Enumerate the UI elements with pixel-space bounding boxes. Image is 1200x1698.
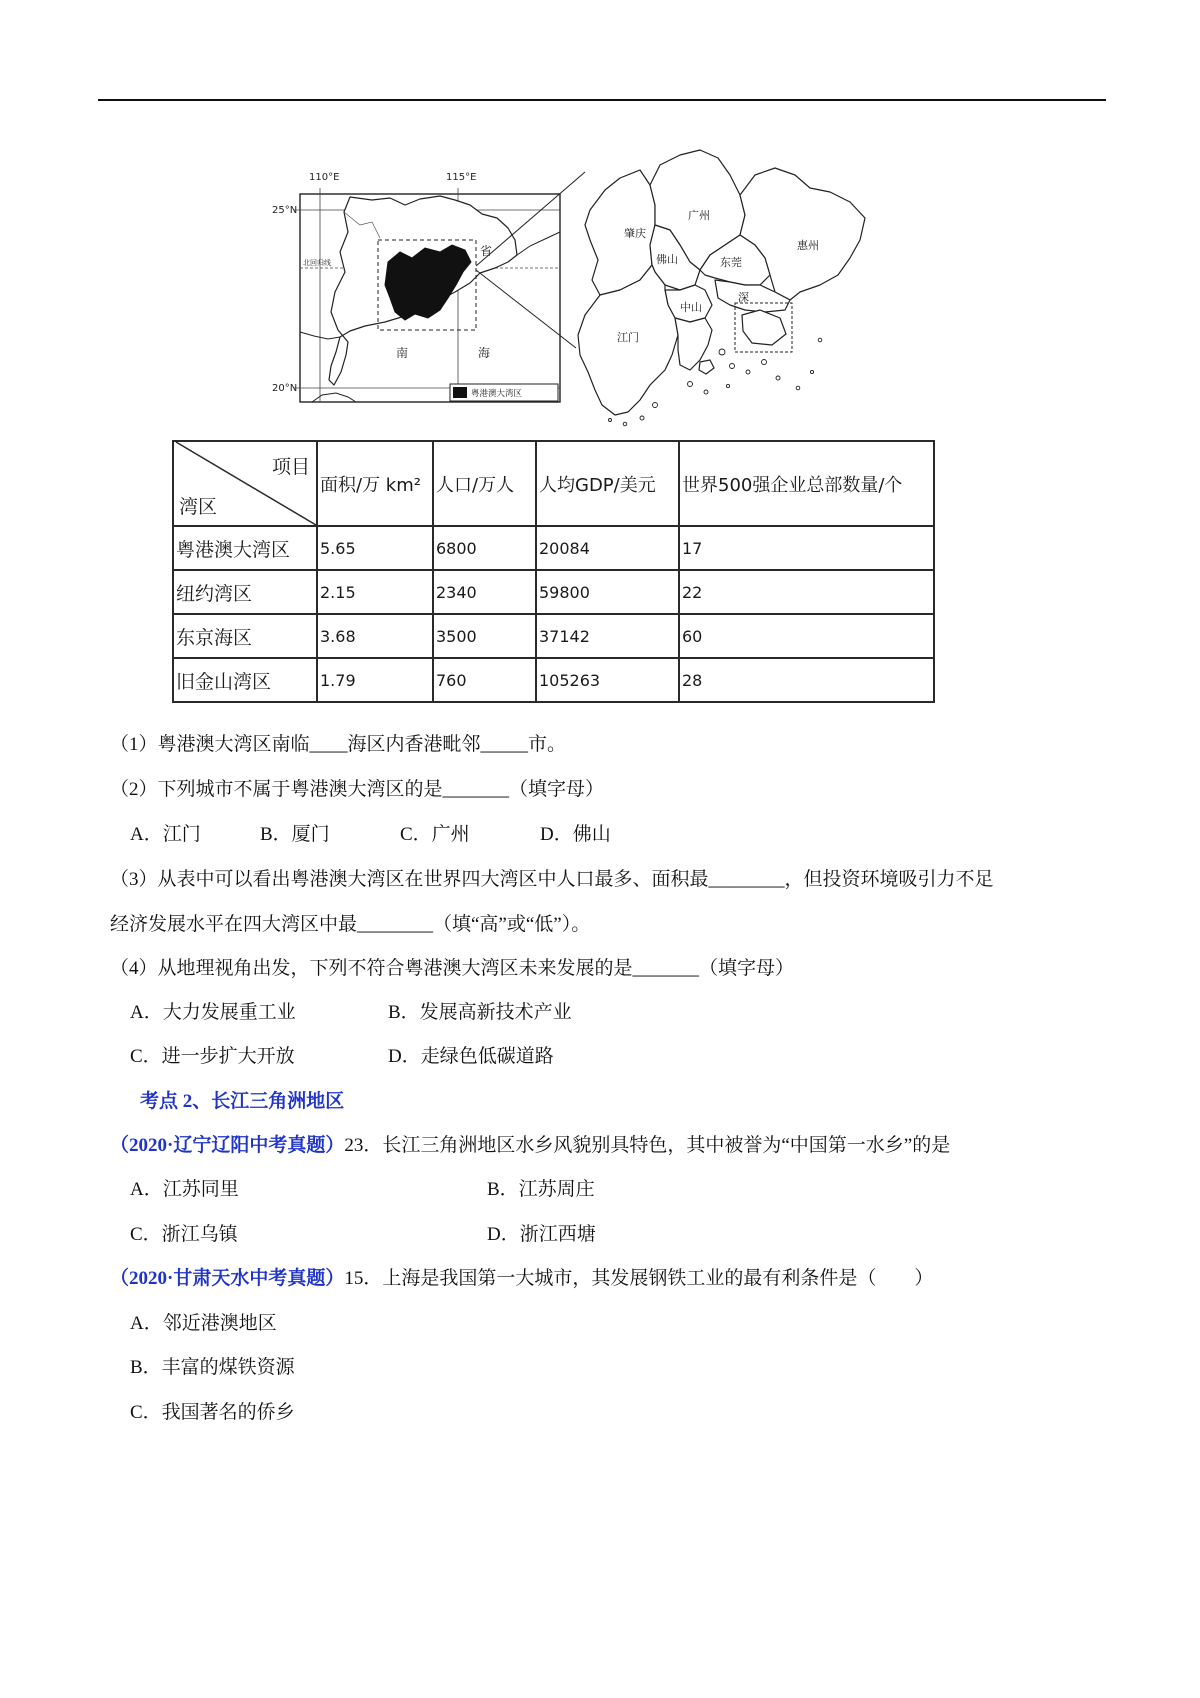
cell-hq: 60 [679, 614, 934, 658]
row-name: 粤港澳大湾区 [173, 526, 317, 570]
row-name: 纽约湾区 [173, 570, 317, 614]
table-row [173, 614, 934, 658]
question-15-option-b: B．丰富的煤铁资源 [130, 1357, 295, 1378]
table-header-row [173, 441, 934, 526]
question-2-stem: （2）下列城市不属于粤港澳大湾区的是_______（填字母） [110, 779, 605, 800]
region-macau [699, 360, 714, 374]
cell-hq: 28 [679, 658, 934, 702]
lat-20-label: 20°N [272, 383, 298, 394]
row-name: 旧金山湾区 [173, 658, 317, 702]
question-23-option-c: C．浙江乌镇 [130, 1224, 238, 1245]
city-label-foshan: 佛山 [656, 253, 678, 266]
corner-cell [173, 441, 317, 526]
city-label-huizhou: 惠州 [797, 239, 819, 252]
cell-population: 6800 [433, 526, 536, 570]
question-2-option-c: C．广州 [400, 824, 470, 845]
question-2-option-a: A．江门 [130, 824, 201, 845]
corner-label-bay: 湾区 [179, 496, 218, 518]
cell-population: 760 [433, 658, 536, 702]
lat-25-label: 25°N [272, 205, 298, 216]
bay-area-comparison-table [172, 440, 935, 703]
question-2-option-b: B．厦门 [260, 824, 330, 845]
header-gdp-per-capita: 人均GDP/美元 [536, 441, 679, 526]
question-4-option-d: D．走绿色低碳道路 [388, 1046, 554, 1067]
region-hongkong [742, 310, 786, 345]
cell-gdp: 37142 [536, 614, 679, 658]
question-2-option-d: D．佛山 [540, 824, 611, 845]
sea-label-south: 南 [396, 346, 409, 360]
cell-area: 2.15 [317, 570, 433, 614]
question-23 [110, 1134, 950, 1158]
question-1: （1）粤港澳大湾区南临____海区内香港毗邻_____市。 [110, 734, 567, 755]
city-label-guangzhou: 广州 [688, 209, 710, 222]
table-row [173, 570, 934, 614]
row-name: 东京海区 [173, 614, 317, 658]
sea-label-sea: 海 [478, 346, 491, 360]
detail-map [578, 150, 865, 426]
table-row [173, 658, 934, 702]
corner-box [176, 442, 316, 525]
question-3-line-1: （3）从表中可以看出粤港澳大湾区在世界四大湾区中人口最多、面积最________，但投资环境吸引力不足 [110, 869, 994, 890]
tropic-label: 北回归线 [303, 259, 331, 267]
question-23-stem: 23．长江三角洲地区水乡风貌别具特色，其中被誉为“中国第一水乡”的是 [344, 1135, 951, 1156]
cell-population: 3500 [433, 614, 536, 658]
question-3-line-2: 经济发展水平在四大湾区中最________（填“高”或“低”）。 [110, 914, 591, 935]
cell-gdp: 105263 [536, 658, 679, 702]
question-23-option-a: A．江苏同里 [130, 1179, 239, 1200]
question-23-option-d: D．浙江西塘 [487, 1224, 596, 1245]
inset-legend [450, 384, 558, 401]
cell-gdp: 20084 [536, 526, 679, 570]
question-15 [110, 1267, 933, 1291]
question-23-option-b: B．江苏周庄 [487, 1179, 595, 1200]
question-4-option-a: A．大力发展重工业 [130, 1002, 296, 1023]
corner-label-item: 项目 [271, 456, 310, 478]
question-23-source: （2020·辽宁辽阳中考真题） [110, 1135, 345, 1156]
question-15-source: （2020·甘肃天水中考真题） [110, 1268, 345, 1289]
city-label-jiangmen: 江门 [617, 331, 639, 344]
cell-area: 5.65 [317, 526, 433, 570]
table-row [173, 526, 934, 570]
lon-115-label: 115°E [446, 172, 477, 183]
province-label: 省 [480, 244, 493, 258]
inset-map [272, 172, 560, 402]
header-population: 人口/万人 [433, 441, 536, 526]
city-label-zhongshan: 中山 [680, 301, 702, 314]
top-rule [98, 99, 1106, 101]
legend-swatch [453, 387, 467, 398]
city-label-dongguan: 东莞 [720, 256, 742, 269]
header-area: 面积/万 km² [317, 441, 433, 526]
cell-gdp: 59800 [536, 570, 679, 614]
city-label-shenzhen: 深 [738, 291, 749, 304]
cell-hq: 22 [679, 570, 934, 614]
question-15-option-a: A．邻近港澳地区 [130, 1313, 277, 1334]
city-label-zhaoqing: 肇庆 [624, 227, 646, 240]
cell-hq: 17 [679, 526, 934, 570]
question-4-option-b: B．发展高新技术产业 [388, 1002, 572, 1023]
question-4-stem: （4）从地理视角出发，下列不符合粤港澳大湾区未来发展的是_______（填字母） [110, 958, 795, 979]
section-title: 考点 2、长江三角洲地区 [140, 1091, 345, 1112]
question-15-option-c: C．我国著名的侨乡 [130, 1402, 295, 1423]
header-fortune500-hq: 世界500强企业总部数量/个 [679, 441, 934, 526]
cell-population: 2340 [433, 570, 536, 614]
lon-110-label: 110°E [309, 172, 340, 183]
cell-area: 1.79 [317, 658, 433, 702]
question-15-stem: 15．上海是我国第一大城市，其发展钢铁工业的最有利条件是（ ） [344, 1268, 934, 1289]
bay-area-map-figure [272, 130, 940, 430]
cell-area: 3.68 [317, 614, 433, 658]
question-4-option-c: C．进一步扩大开放 [130, 1046, 295, 1067]
legend-label: 粤港澳大湾区 [471, 389, 523, 399]
